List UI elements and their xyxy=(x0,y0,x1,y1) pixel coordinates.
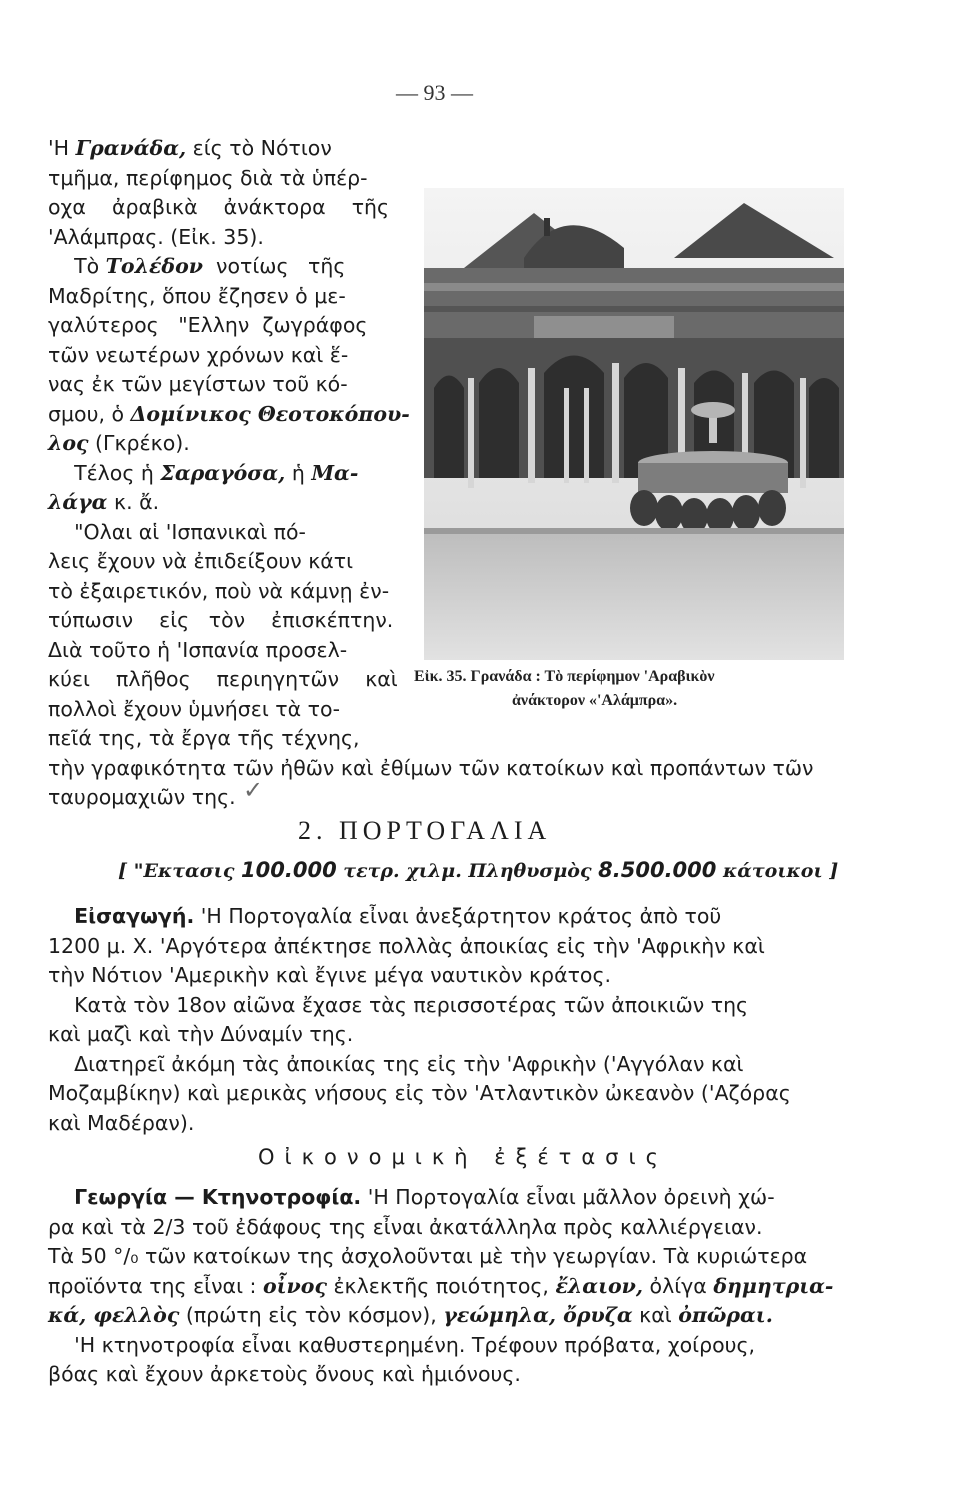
text-line xyxy=(48,490,159,514)
text-segment: Κατὰ τὸν 18ον αἰῶνα ἔχασε τὰς περισσοτέρας τῶν ἀποικιῶν της xyxy=(48,992,749,1017)
text-line xyxy=(48,608,393,632)
text-segment: καὶ xyxy=(632,1303,679,1327)
text-segment: Μαδρίτης, ὅπου ἔζησεν ὁ με- xyxy=(48,283,346,308)
text-line xyxy=(48,1052,743,1076)
text-line xyxy=(48,1274,833,1298)
text-segment: τὸ ἐξαιρετικόν, ποὺ νὰ κάμνῃ ἐν- xyxy=(48,578,390,603)
text-segment: ρα καὶ τὰ 2/3 τοῦ ἐδάφους της εἶναι ἀκατάλληλα πρὸς καλλιέργειαν. xyxy=(48,1214,763,1239)
text-line xyxy=(48,1185,775,1209)
text-line xyxy=(48,402,410,426)
text-line xyxy=(48,1111,194,1135)
text-segment: ἡ xyxy=(285,460,312,485)
text-line xyxy=(48,963,611,987)
text-segment: προϊόντα της εἶναι : xyxy=(48,1273,263,1298)
figure-caption-line2: ἀνάκτορον «'Αλάμπρα». xyxy=(512,692,678,709)
text-segment: Τολέδον xyxy=(105,254,203,278)
portugal-stats xyxy=(118,858,838,882)
text-segment: λεις ἔχουν νὰ ἐπιδείξουν κάτι xyxy=(48,549,354,573)
text-line xyxy=(48,1215,763,1239)
text-segment: Δομίνικος Θεοτοκόπου- xyxy=(130,401,410,426)
text-segment: Διὰ τοῦτο ἡ 'Ισπανία προσελ- xyxy=(48,637,348,662)
check-mark-icon: ✓ xyxy=(243,776,264,804)
text-segment: 'Η Πορτογαλία εἶναι ἀνεξάρτητον κράτος ἀπὸ τοῦ xyxy=(194,904,722,928)
portugal-heading: 2. ΠΟΡΤΟΓΑΛΙΑ xyxy=(298,816,552,845)
text-line xyxy=(48,313,367,337)
court-of-lions-illustration xyxy=(424,188,844,660)
text-line xyxy=(48,284,346,308)
text-segment: πεῖά της, τὰ ἔργα τῆς τέχνης, xyxy=(48,726,360,750)
text-segment: τύπωσιν εἰς τὸν ἐπισκέπτην. xyxy=(48,608,394,632)
alhambra-photo xyxy=(424,188,844,660)
text-line xyxy=(48,136,332,160)
economic-heading: Οἰκονομικὴ ἐξέτασις xyxy=(258,1145,668,1169)
text-segment: ὀλίγα xyxy=(643,1273,714,1298)
text-segment: οἶνος xyxy=(262,1273,327,1298)
text-segment: κ. ἄ. xyxy=(107,490,160,514)
text-segment: (πρώτη εἰς τὸν κόσμον), xyxy=(179,1303,444,1327)
text-segment: κύει πλῆθος περιηγητῶν καὶ xyxy=(48,667,398,691)
text-line xyxy=(48,934,765,958)
stats-open: [ "Εκτασις xyxy=(118,860,242,882)
text-segment: Τὰ 50 °/₀ τῶν κατοίκων της ἀσχολοῦνται μὲ τὴν γεωργίαν. Τὰ κυριώτερα xyxy=(48,1244,808,1268)
text-segment: Διατηρεῖ ἀκόμη τὰς ἀποικίας της εἰς τὴν 'Αφρικὴν ('Αγγόλαν καὶ xyxy=(48,1051,744,1076)
text-segment: δημητρια- xyxy=(713,1273,834,1298)
text-segment: ἔλαιον, xyxy=(555,1273,644,1298)
text-line xyxy=(48,1333,755,1357)
text-segment: τῶν νεωτέρων χρόνων καὶ ἕ- xyxy=(48,342,349,367)
text-segment: λος xyxy=(48,431,89,455)
text-segment xyxy=(48,1185,74,1209)
text-segment: τὴν γραφικότητα τῶν ἠθῶν καὶ ἐθίμων τῶν κατοίκων καὶ προπάντων τῶν xyxy=(48,755,814,780)
text-line xyxy=(48,667,398,691)
text-line xyxy=(48,726,360,750)
text-segment: βόας καὶ ἔχουν ἀρκετοὺς ὄνους καὶ ἡμιόνους. xyxy=(48,1362,521,1386)
text-segment: ἐκλεκτῆς ποιότητος, xyxy=(326,1273,556,1298)
text-line xyxy=(48,461,358,485)
text-segment: Τὸ xyxy=(48,254,106,278)
stats-area: 100.000 xyxy=(241,858,337,882)
text-segment: ταυρομαχιῶν της. xyxy=(48,785,236,809)
text-segment: 'Η Πορτογαλία εἶναι μᾶλλον ὀρεινὴ χώ- xyxy=(361,1185,775,1209)
text-line xyxy=(48,1244,807,1268)
text-segment: λάγα xyxy=(48,490,108,514)
text-segment: (Γκρέκο). xyxy=(88,431,190,455)
text-segment: 'Αλάμπρας. (Εἰκ. 35). xyxy=(48,224,264,249)
text-line xyxy=(48,343,348,367)
text-segment: τὴν Νότιον 'Αμερικὴν καὶ ἔγινε μέγα ναυτικὸν κράτος. xyxy=(48,963,612,987)
stats-population: 8.500.000 xyxy=(598,858,717,882)
text-segment: Μα- xyxy=(311,460,359,485)
text-line xyxy=(48,372,348,396)
text-line xyxy=(48,638,347,662)
text-line xyxy=(48,697,340,721)
text-segment: σμου, ὁ xyxy=(48,401,131,426)
text-line xyxy=(48,904,721,928)
stats-pop-unit: κάτοικοι ] xyxy=(716,860,839,882)
text-line xyxy=(48,1303,773,1327)
page-number: — 93 — xyxy=(396,80,473,105)
text-segment: Γρανάδα, xyxy=(75,136,187,160)
text-line xyxy=(48,225,264,249)
text-line xyxy=(48,993,748,1017)
text-segment: "Ολαι αἱ 'Ισπανικαὶ πό- xyxy=(48,519,306,544)
text-segment: κά, φελλὸς xyxy=(48,1303,180,1327)
figure-caption-line1: Εἰκ. 35. Γρανάδα : Τὸ περίφημον 'Αραβικὸν xyxy=(414,668,715,685)
text-segment: είς τὸ Νότιον xyxy=(186,136,332,160)
text-segment: νας ἐκ τῶν μεγίστων τοῦ κό- xyxy=(48,372,348,396)
text-line xyxy=(48,195,389,219)
text-segment: 'Η κτηνοτροφία εἶναι καθυστερημένη. Τρέφουν πρόβατα, χοίρους, xyxy=(48,1332,756,1357)
text-line xyxy=(48,254,345,278)
text-segment: καὶ μαζὶ καὶ τὴν Δύναμίν της. xyxy=(48,1022,354,1046)
text-line xyxy=(48,1362,521,1386)
text-segment: τμῆμα, περίφημος διὰ τὰ ὑπέρ- xyxy=(48,165,368,190)
text-line xyxy=(48,166,368,190)
text-line xyxy=(48,520,306,544)
text-segment: Μοζαμβίκην) καὶ μερικὰς νήσους εἰς τὸν 'Ατλαντικὸν ὠκεανὸν ('Αζόρας xyxy=(48,1081,791,1105)
text-segment: καὶ Μαδέραν). xyxy=(48,1110,195,1135)
text-segment: ὀπῶραι. xyxy=(678,1303,773,1327)
text-segment: Εἰσαγωγή. xyxy=(74,904,195,928)
stats-area-unit: τετρ. χιλμ. Πληθυσμὸς xyxy=(336,860,599,882)
text-segment: γαλύτερος "Ελλην ζωγράφος xyxy=(48,313,368,337)
text-segment: 'Η xyxy=(48,136,76,160)
text-segment: πολλοὶ ἔχουν ὑμνήσει τὰ το- xyxy=(48,696,340,721)
text-segment: 1200 μ. Χ. 'Αργότερα ἀπέκτησε πολλὰς ἀποικίας εἰς τὴν 'Αφρικὴν καὶ xyxy=(48,933,765,958)
text-line xyxy=(48,1081,791,1105)
text-line xyxy=(48,579,389,603)
text-segment: γεώμηλα, ὄρυζα xyxy=(443,1303,633,1327)
text-segment: οχα ἀραβικὰ ἀνάκτορα τῆς xyxy=(48,195,390,219)
text-line xyxy=(48,549,353,573)
text-segment xyxy=(48,904,74,928)
text-line xyxy=(48,1022,353,1046)
text-segment: Τέλος ἡ xyxy=(48,460,161,485)
text-segment: Γεωργία — Κτηνοτροφία. xyxy=(74,1185,362,1209)
text-line xyxy=(48,431,190,455)
text-segment: Σαραγόσα, xyxy=(160,460,286,485)
text-line xyxy=(48,785,236,809)
text-line xyxy=(48,756,813,780)
text-segment: νοτίως τῆς xyxy=(203,254,346,278)
